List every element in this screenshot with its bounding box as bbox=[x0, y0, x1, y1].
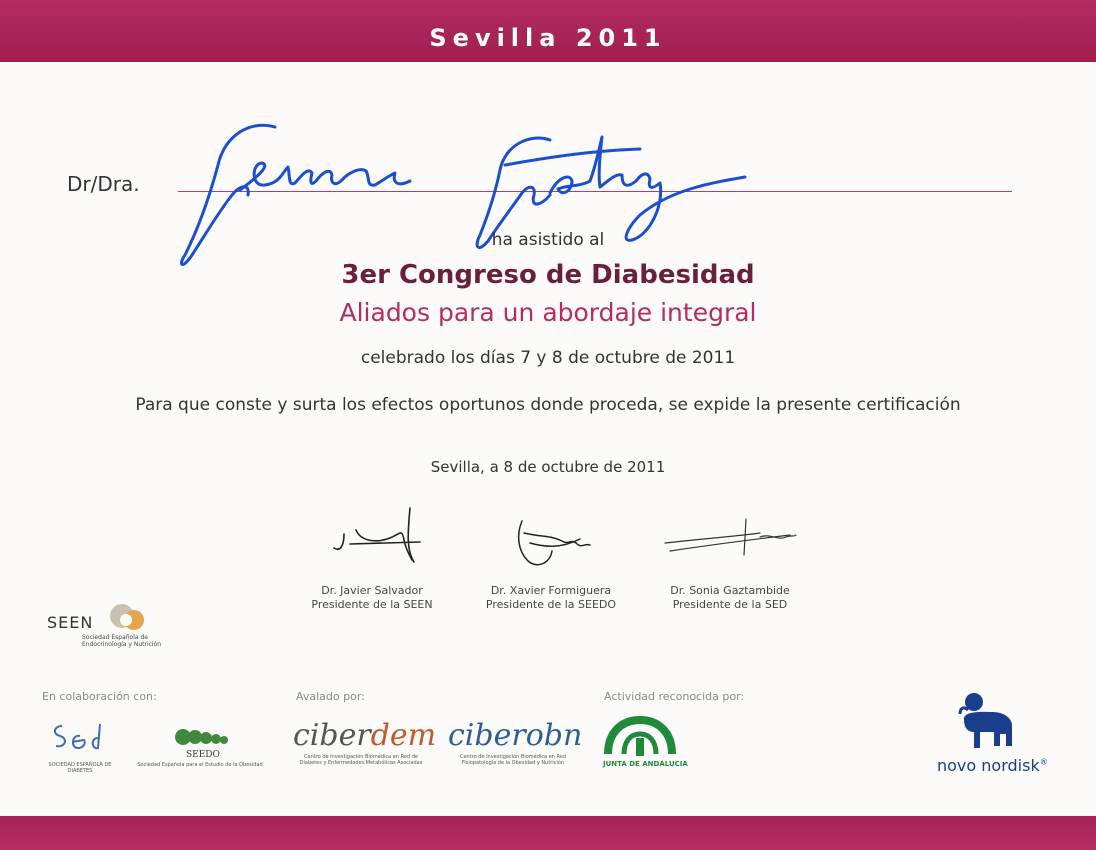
novo-nordisk-apis-bull-icon bbox=[956, 690, 1020, 756]
certification-text: Para que conste y surta los efectos oportunos donde proceda, se expide la presente certificación bbox=[135, 395, 961, 415]
seedo-logo-icon bbox=[173, 725, 229, 749]
novo-nordisk-text bbox=[937, 756, 1048, 775]
registered-mark: ® bbox=[1039, 757, 1048, 767]
seedo-caption: Sociedad Española para el Estudio de la Obesidad bbox=[137, 762, 263, 768]
seen-logo-text: SEEN bbox=[47, 613, 94, 632]
recipient-prefix: Dr/Dra. bbox=[67, 172, 140, 196]
place-and-date: Sevilla, a 8 de octubre de 2011 bbox=[430, 458, 666, 476]
signatory-1 bbox=[272, 584, 472, 612]
signatory-name: Dr. Xavier Formiguera bbox=[490, 584, 612, 597]
handwritten-name-signature bbox=[170, 115, 770, 275]
attended-text: ha asistido al bbox=[491, 230, 605, 250]
collab-label: En colaboración con: bbox=[42, 690, 157, 703]
signature-formiguera bbox=[510, 515, 600, 575]
signatory-name: Dr. Javier Salvador bbox=[321, 584, 423, 597]
congress-title: 3er Congreso de Diabesidad bbox=[341, 260, 755, 290]
signatory-name: Dr. Sonia Gaztambide bbox=[670, 584, 790, 597]
endorsed-label: Avalado por: bbox=[296, 690, 365, 703]
event-title: Sevilla 2011 bbox=[429, 24, 667, 52]
bottom-band bbox=[0, 816, 1096, 850]
signatory-role: Presidente de la SED bbox=[672, 598, 788, 611]
ciberdem-logo bbox=[293, 718, 436, 753]
activity-label: Actividad reconocida por: bbox=[604, 690, 745, 703]
signatory-3 bbox=[630, 584, 830, 612]
seedo-name: SEEDO bbox=[186, 750, 220, 760]
signature-salvador bbox=[330, 500, 430, 570]
novo-nordisk-name: novo nordisk bbox=[937, 756, 1040, 775]
ciberdem-caption: Centro de Investigación Biomédica en Red de Diabetes y Enfermedades Metabólicas Asociadas bbox=[299, 754, 423, 766]
seen-logo-icon bbox=[104, 600, 150, 636]
seen-full-name: Sociedad Española de Endocrinología y Nutrición bbox=[82, 634, 162, 648]
signature-gaztambide bbox=[660, 515, 800, 565]
signatory-2 bbox=[451, 584, 651, 612]
signatory-role: Presidente de la SEEDO bbox=[485, 598, 617, 611]
ciberobn-logo: ciberobn bbox=[448, 718, 583, 753]
ciberobn-caption: Centro de Investigación Biomédica en Red Fisiopatología de la Obesidad y Nutrición bbox=[459, 754, 567, 766]
ciberdem-part-a: ciber bbox=[293, 718, 371, 753]
junta-andalucia-text: JUNTA DE ANDALUCIA bbox=[603, 760, 688, 768]
junta-andalucia-logo-icon bbox=[602, 714, 678, 760]
congress-subtitle: Aliados para un abordaje integral bbox=[339, 298, 757, 327]
ciberdem-part-b: dem bbox=[370, 718, 437, 753]
top-band bbox=[0, 0, 1096, 62]
sed-caption: SOCIEDAD ESPAÑOLA DE DIABETES bbox=[48, 762, 112, 774]
signatory-role: Presidente de la SEEN bbox=[311, 598, 433, 611]
congress-dates: celebrado los días 7 y 8 de octubre de 2011 bbox=[360, 348, 736, 368]
sed-logo-icon bbox=[48, 718, 108, 760]
